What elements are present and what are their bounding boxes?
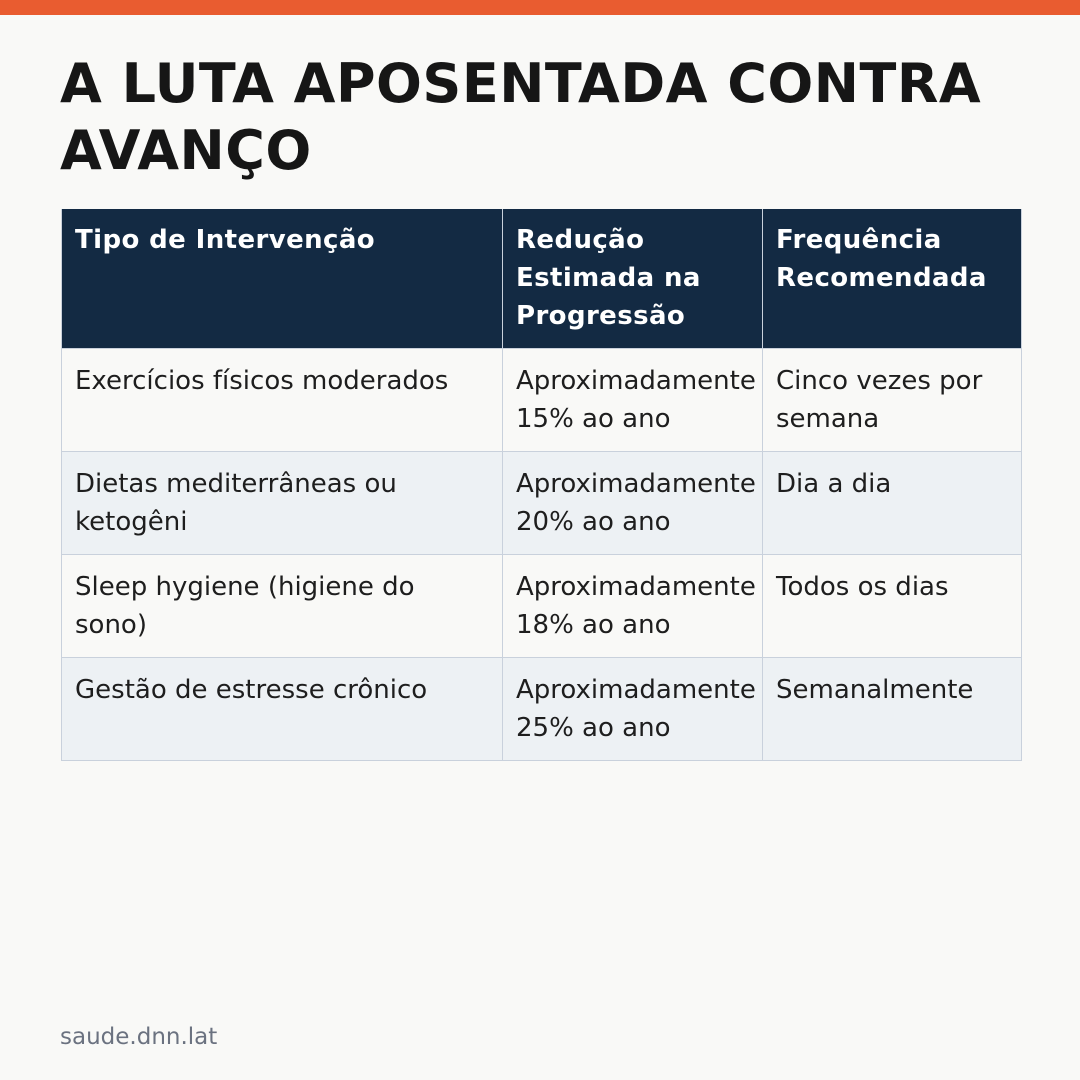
table-row <box>62 452 1022 555</box>
column-header-estimated-reduction: Redução Estimada na Progressão <box>503 209 763 349</box>
table-header-row <box>62 209 1022 349</box>
cell-intervention-type: Exercícios físicos moderados <box>62 349 503 452</box>
cell-intervention-type: Gestão de estresse crônico <box>62 658 503 761</box>
table-row <box>62 658 1022 761</box>
top-accent-bar <box>0 0 1080 15</box>
cell-estimated-reduction: Aproximadamente 25% ao ano <box>503 658 763 761</box>
cell-estimated-reduction: Aproximadamente 15% ao ano <box>503 349 763 452</box>
cell-estimated-reduction: Aproximadamente 18% ao ano <box>503 555 763 658</box>
footer-source-url: saude.dnn.lat <box>60 1024 218 1050</box>
intervention-table <box>61 209 1022 761</box>
cell-estimated-reduction: Aproximadamente 20% ao ano <box>503 452 763 555</box>
cell-recommended-frequency: Todos os dias <box>763 555 1022 658</box>
cell-intervention-type: Dietas mediterrâneas ou ketogêni <box>62 452 503 555</box>
cell-recommended-frequency: Dia a dia <box>763 452 1022 555</box>
table-row <box>62 555 1022 658</box>
page-title: A LUTA APOSENTADA CONTRA AVANÇO <box>60 52 982 182</box>
cell-recommended-frequency: Semanalmente <box>763 658 1022 761</box>
cell-recommended-frequency: Cinco vezes por semana <box>763 349 1022 452</box>
column-header-intervention-type: Tipo de Intervenção <box>62 209 503 349</box>
cell-intervention-type: Sleep hygiene (higiene do sono) <box>62 555 503 658</box>
column-header-recommended-frequency: Frequência Recomendada <box>763 209 1022 349</box>
table-row <box>62 349 1022 452</box>
